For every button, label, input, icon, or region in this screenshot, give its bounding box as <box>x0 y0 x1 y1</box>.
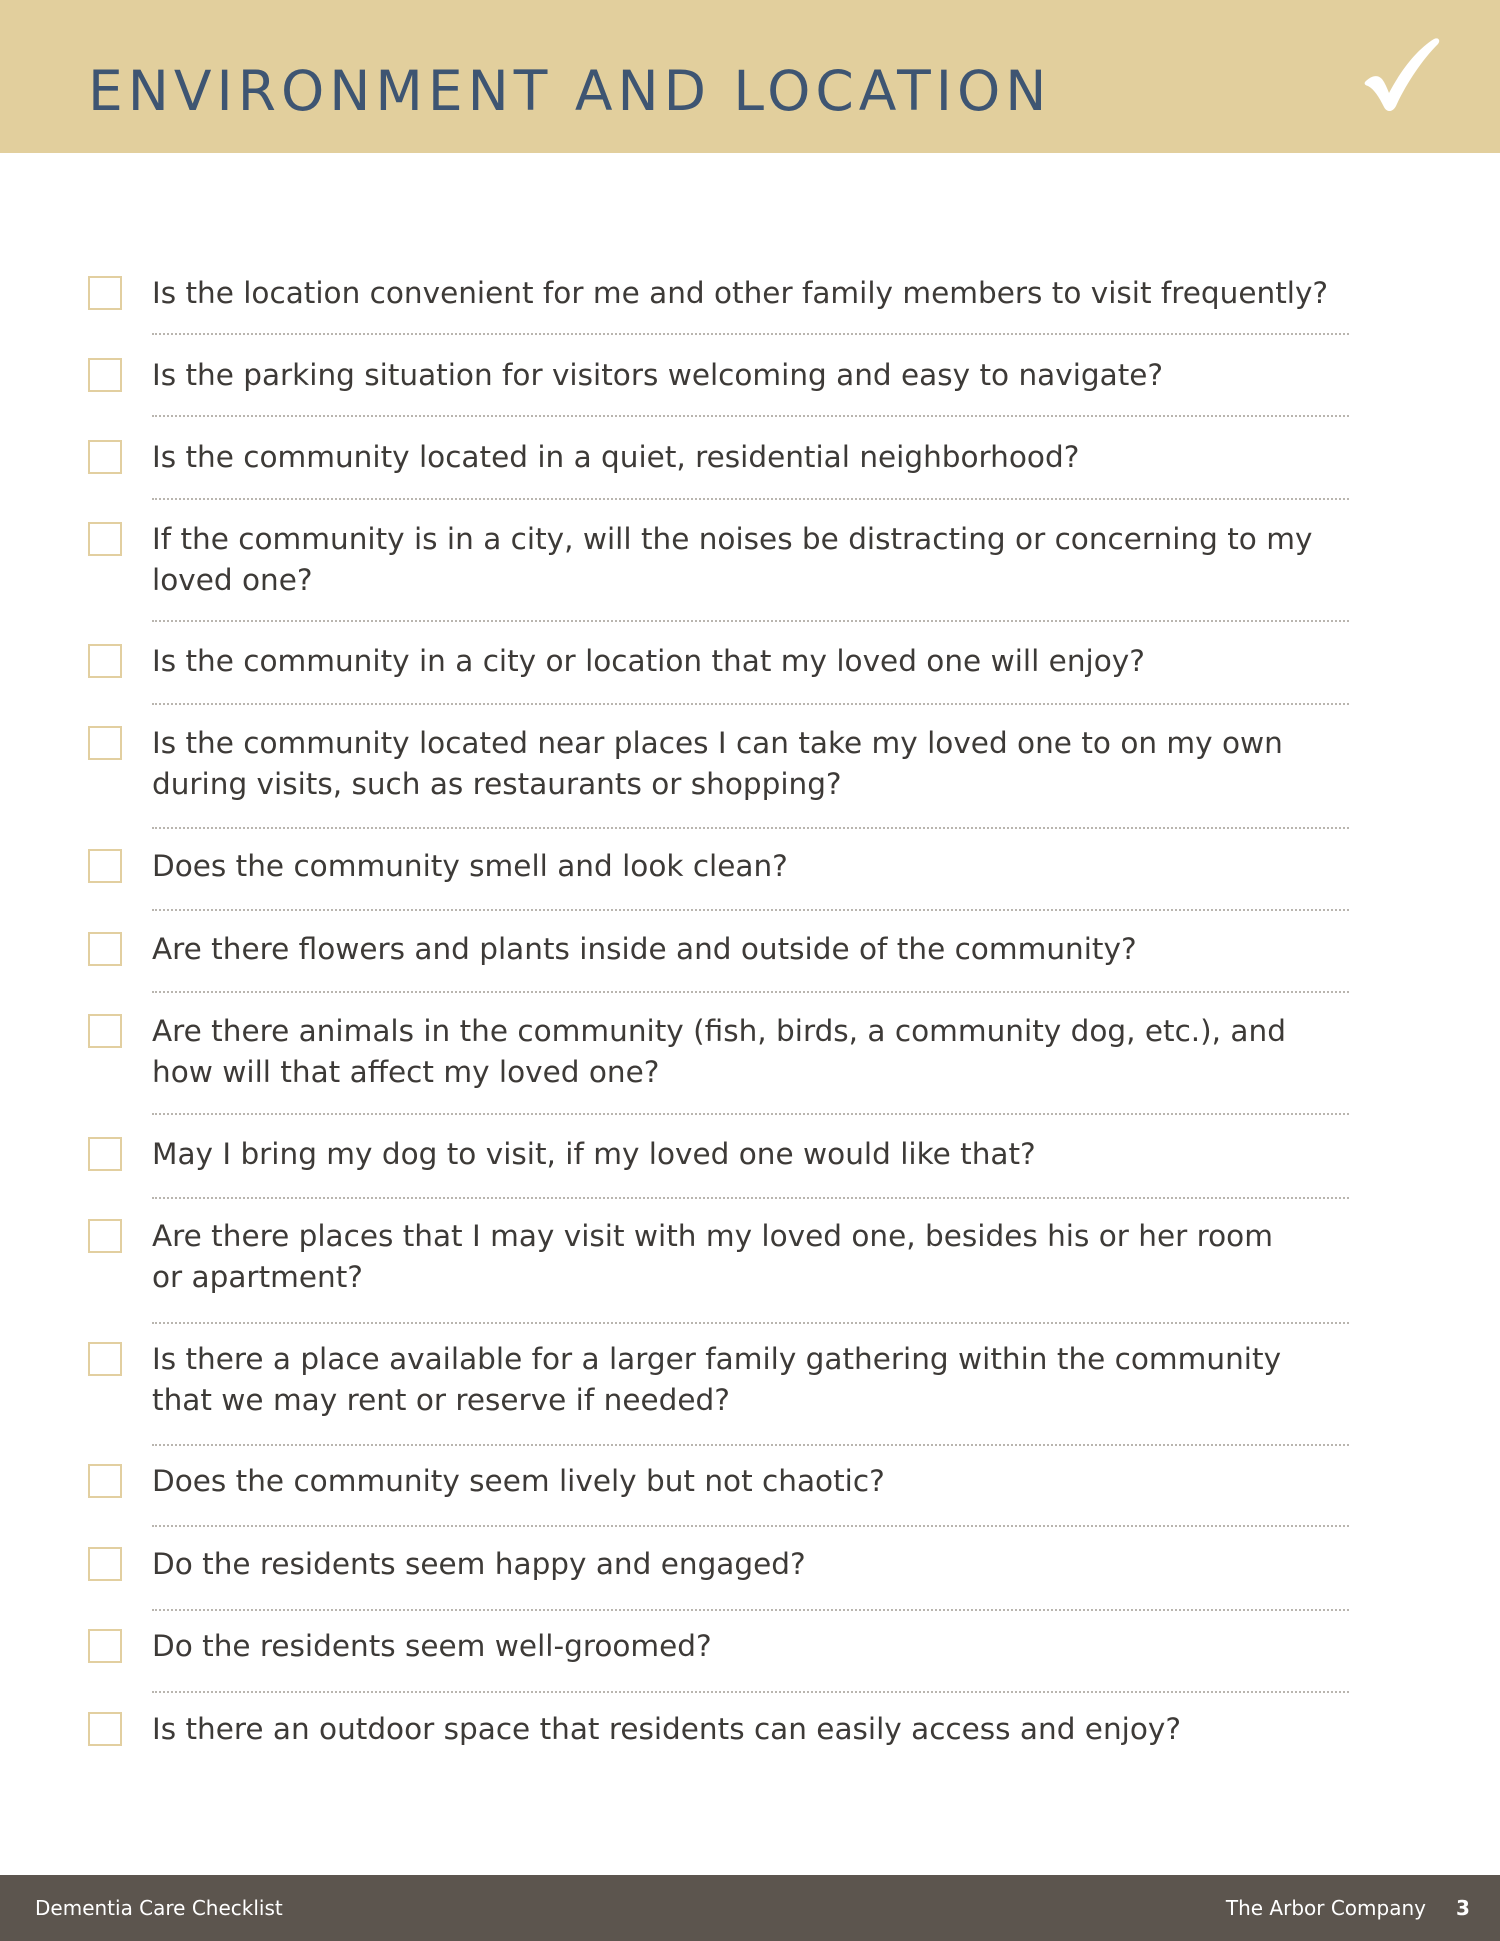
checklist-item-line: Does the community seem lively but not chaotic? <box>152 1464 885 1498</box>
checklist-item-text <box>152 641 1232 682</box>
checklist-item-line: May I bring my dog to visit, if my loved one would like that? <box>152 1137 1036 1171</box>
checkbox[interactable] <box>88 1547 122 1581</box>
divider <box>152 1444 1349 1446</box>
checklist-item-text <box>152 437 1232 478</box>
checklist-item-line: Is the location convenient for me and other family members to visit frequently? <box>152 276 1329 310</box>
checklist-item-line: Is the community in a city or location that my loved one will enjoy? <box>152 644 1145 678</box>
checklist-item-text <box>152 1626 1232 1667</box>
checklist-item-text <box>152 1709 1232 1750</box>
checklist-item-text <box>152 723 1283 805</box>
checklist-item-text <box>152 355 1232 396</box>
checkbox[interactable] <box>88 1014 122 1048</box>
checkbox[interactable] <box>88 849 122 883</box>
checklist-item-text <box>152 929 1232 970</box>
checklist-item-text <box>152 519 1313 601</box>
checkbox[interactable] <box>88 522 122 556</box>
page-footer <box>0 1875 1500 1941</box>
checkbox[interactable] <box>88 358 122 392</box>
checklist-item-line: Is the community located near places I can take my loved one to on my own <box>152 726 1283 760</box>
checklist-item-line: Do the residents seem happy and engaged? <box>152 1547 806 1581</box>
checkbox[interactable] <box>88 1629 122 1663</box>
checklist-item-line: Is there an outdoor space that residents can easily access and enjoy? <box>152 1712 1181 1746</box>
checklist-item-line: during visits, such as restaurants or shopping? <box>152 767 842 801</box>
divider <box>152 909 1349 911</box>
checklist-item-line: Are there places that I may visit with my loved one, besides his or her room <box>152 1219 1273 1253</box>
checkbox[interactable] <box>88 440 122 474</box>
checklist-item-text <box>152 1339 1282 1421</box>
checkbox[interactable] <box>88 726 122 760</box>
checklist-item-text <box>152 846 1232 887</box>
divider <box>152 1197 1349 1199</box>
page-number: 3 <box>1456 1896 1470 1920</box>
footer-company-name: The Arbor Company <box>1225 1896 1426 1920</box>
checklist-item-line: how will that affect my loved one? <box>152 1055 660 1089</box>
divider <box>152 827 1349 829</box>
checkbox[interactable] <box>88 644 122 678</box>
checklist-item-line: Is there a place available for a larger family gathering within the community <box>152 1342 1282 1376</box>
page-title: ENVIRONMENT AND LOCATION <box>88 59 1052 123</box>
checkbox[interactable] <box>88 1137 122 1171</box>
divider <box>152 1322 1349 1324</box>
checkbox[interactable] <box>88 1219 122 1253</box>
checklist-item-line: Does the community smell and look clean? <box>152 849 788 883</box>
divider <box>152 415 1349 417</box>
divider <box>152 703 1349 705</box>
checklist-item-line: Are there flowers and plants inside and outside of the community? <box>152 932 1137 966</box>
divider <box>152 1609 1349 1611</box>
checklist-item-text <box>152 1461 1232 1502</box>
checklist-item-line: or apartment? <box>152 1260 363 1294</box>
checklist-item-line: Is the parking situation for visitors welcoming and easy to navigate? <box>152 358 1164 392</box>
checkbox[interactable] <box>88 276 122 310</box>
divider <box>152 1691 1349 1693</box>
checklist-item-line: Is the community located in a quiet, residential neighborhood? <box>152 440 1080 474</box>
checklist-item-text <box>152 1544 1232 1585</box>
checklist-item-line: that we may rent or reserve if needed? <box>152 1383 730 1417</box>
checkbox[interactable] <box>88 932 122 966</box>
checklist-item-line: If the community is in a city, will the noises be distracting or concerning to my <box>152 522 1313 556</box>
checkbox[interactable] <box>88 1342 122 1376</box>
checklist-item-text <box>152 1011 1286 1093</box>
checklist-item-text <box>152 273 1329 314</box>
divider <box>152 1525 1349 1527</box>
divider <box>152 1113 1349 1115</box>
checkbox[interactable] <box>88 1712 122 1746</box>
divider <box>152 498 1349 500</box>
checklist-item-line: loved one? <box>152 563 313 597</box>
divider <box>152 991 1349 993</box>
checklist-item-line: Are there animals in the community (fish, birds, a community dog, etc.), and <box>152 1014 1286 1048</box>
checkbox[interactable] <box>88 1464 122 1498</box>
divider <box>152 333 1349 335</box>
checklist-item-text <box>152 1134 1232 1175</box>
divider <box>152 620 1349 622</box>
footer-document-title: Dementia Care Checklist <box>35 1896 283 1920</box>
checklist-item-text <box>152 1216 1273 1298</box>
checklist-item-line: Do the residents seem well-groomed? <box>152 1629 712 1663</box>
